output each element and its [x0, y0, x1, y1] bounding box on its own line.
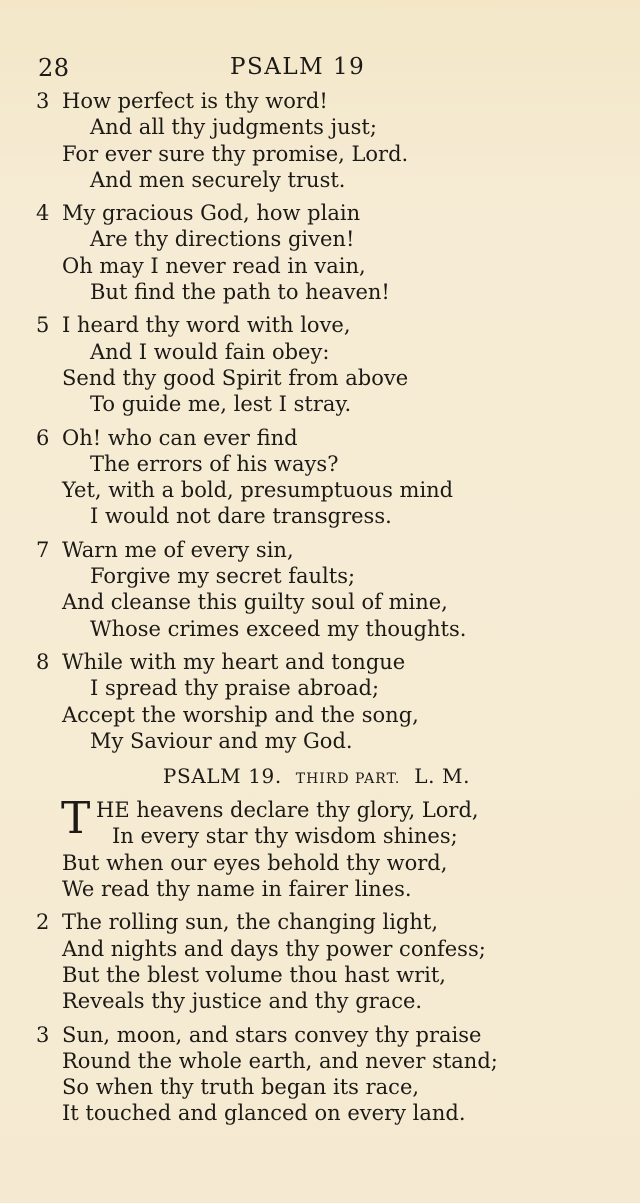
verse-line: Yet, with a bold, presumptuous mind — [62, 478, 454, 503]
verse-line: My Saviour and my God. — [90, 728, 353, 753]
heading-meter: L. M. — [414, 764, 471, 789]
verse-line: 3 How perfect is thy word! — [36, 89, 328, 113]
verse-line: But when our eyes behold thy word, — [62, 850, 448, 875]
running-title: PSALM 19 — [230, 54, 366, 80]
stanza-number: 5 — [36, 313, 50, 338]
stanza-number: 8 — [36, 649, 50, 674]
verse-line: Forgive my secret faults; — [90, 564, 356, 589]
verse-line: Oh may I never read in vain, — [62, 253, 366, 278]
stanza-6 — [36, 425, 611, 530]
stanza-number: 4 — [36, 201, 50, 226]
verse-line: But the blest volume thou hast writ, — [62, 962, 446, 987]
verse-line: Reveals thy justice and thy grace. — [62, 989, 423, 1014]
verse-line: 7 Warn me of every sin, — [36, 537, 294, 562]
page-header — [38, 54, 598, 86]
verse-line: And all thy judgments just; — [90, 115, 377, 140]
stanza-3 — [36, 88, 611, 193]
verse-line: But find the path to heaven! — [90, 280, 390, 305]
stanza-5 — [36, 312, 611, 417]
verse-line: 5 I heard thy word with love, — [36, 313, 351, 338]
stanza-8 — [36, 649, 611, 754]
verse-line: In every star thy wisdom shines; — [112, 824, 458, 849]
stanza-1-third-part — [36, 793, 611, 902]
verse-line: It touched and glanced on every land. — [62, 1101, 466, 1126]
verse-line: Send thy good Spirit from above — [62, 365, 409, 390]
verse-line: For ever sure thy promise, Lord. — [62, 141, 409, 166]
verse-line: To guide me, lest I stray. — [90, 392, 352, 417]
stanza-7 — [36, 537, 611, 642]
verse-line: 2 The rolling sun, the changing light, — [36, 910, 439, 935]
verse-line: 6 Oh! who can ever find — [36, 425, 298, 450]
page-content — [36, 88, 611, 1134]
verse-line: 8 While with my heart and tongue — [36, 649, 406, 674]
stanza-number: 2 — [36, 910, 50, 935]
heading-title: PSALM 19. — [162, 764, 282, 789]
verse-line: And men securely trust. — [90, 167, 346, 192]
verse-line: I would not dare transgress. — [90, 504, 392, 529]
stanza-3-third-part — [36, 1022, 611, 1127]
verse-line: Accept the worship and the song, — [62, 702, 419, 727]
drop-cap: T — [61, 793, 91, 845]
stanza-2-third-part — [36, 909, 611, 1014]
verse-line: We read thy name in fairer lines. — [62, 877, 412, 902]
verse-line: I spread thy praise abroad; — [90, 676, 380, 701]
verse-line: 4 My gracious God, how plain — [36, 201, 361, 226]
stanza-number: 3 — [36, 1022, 50, 1047]
verse-line: And I would fain obey: — [90, 339, 330, 364]
stanza-number: 3 — [36, 89, 50, 113]
verse-line: 3 Sun, moon, and stars convey thy praise — [36, 1022, 482, 1047]
verse-line: Are thy directions given! — [90, 227, 355, 252]
stanza-number: 7 — [36, 537, 50, 562]
verse-line: So when thy truth began its race, — [62, 1075, 420, 1100]
verse-line: And cleanse this guilty soul of mine, — [62, 590, 448, 615]
verse-line: T HE heavens declare thy glory, Lord, — [61, 793, 479, 845]
page-number: 28 — [38, 54, 70, 82]
verse-line: Round the whole earth, and never stand; — [62, 1048, 498, 1073]
heading-part: THIRD PART. — [295, 771, 401, 788]
verse-line: Whose crimes exceed my thoughts. — [90, 616, 467, 641]
section-heading — [36, 761, 611, 791]
stanza-4 — [36, 200, 611, 305]
verse-line: The errors of his ways? — [90, 451, 339, 476]
verse-line: And nights and days thy power confess; — [62, 936, 486, 961]
stanza-number: 6 — [36, 425, 50, 450]
